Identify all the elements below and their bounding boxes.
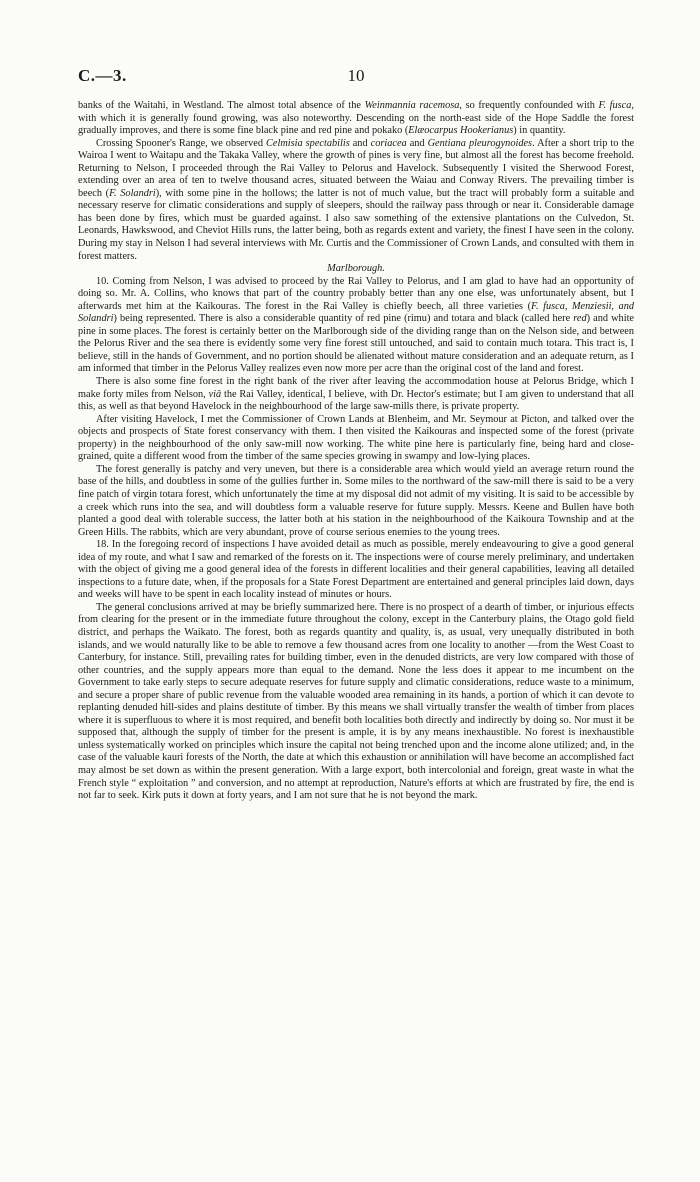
italic-text: F. fusca <box>598 100 632 111</box>
italic-text: Elæocarpus Hookerianus <box>408 125 514 137</box>
paragraph <box>78 100 634 138</box>
body-text <box>78 100 634 803</box>
text-run: banks of the Waitahi, in Westland. The almost total absence of the <box>78 100 365 111</box>
text-run: Crossing Spooner's Range, we observed <box>96 137 267 149</box>
italic-text: Celmisia spectabilis <box>266 137 350 149</box>
italic-text: F. Solandri <box>109 187 156 199</box>
paragraph <box>78 539 634 602</box>
text-run: 18. In the foregoing record of inspections I have avoided detail as much as possible, merely endeavouring to give a good general idea of my route, and what I saw and remarked of the forests on it. The inspections were of course merely preliminary, and undertaken with the object of giving me a good general idea of the forests in different localities and their general capabilities, leaving all detailed inspections to a future date, when, if the proposals for a State Forest Department are entertained and general principles laid down, days and weeks will have to be spent in each locality instead of minutes or hours. <box>78 539 634 601</box>
text-run: After visiting Havelock, I met the Commissioner of Crown Lands at Blenheim, and Mr. Seymour at Picton, and talked over the objects and prospects of State forest conservancy with them. I then visited the Kaikouras and inspected some of the forest (private property) in the neighbourhood of the only saw-mill now working. The white pine here is particularly fine, being hard and close-grained, quite a different wood from the timber of the same species growing in swampy and low-lying places. <box>78 413 634 463</box>
paragraph <box>78 276 634 376</box>
italic-text: coriacea <box>370 137 407 149</box>
text-run: , with which it is generally found growing, was also noteworthy. Descending on the north-east side of the Hope Saddle the forest gradually improves, and there is some fine black pine and red pine and pokako ( <box>78 100 634 137</box>
text-run: ), with some pine in the hollows; the latter is not of much value, but the tract will probably form a suitable and necessary reserve for climatic considerations and supply of sleepers, should the railway pass through or near it. Considerable damage has been done by fires, which must be guarded against. I also saw something of the extensive plantations on the Culvedon, St. Leonards, Hawkswood, and Cheviot Hills runs, the latter being, both as regards extent and variety, the finest I have seen in the colony. During my stay in Nelson I had several interviews with Mr. Curtis and the Commissioner of Crown Lands, and consulted with them in forest matters. <box>78 187 634 262</box>
italic-text: viâ <box>208 388 222 400</box>
text-run: ) and white pine in some places. The forest is certainly better on the Marlborough side of the dividing range than on the Nelson side, and between the Pelorus River and the sea there is evidently some very fine forest still untouched, and said to contain much totara. This tract is, I believe, still in the hands of Government, and no portion should be alienated without mature consideration and an adequate return, as I am informed that timber in the Pelorus Valley realizes even now more per acre than the original cost of the land and forest. <box>78 313 634 375</box>
italic-text: F. fusca, Menziesii, and Solandri <box>78 300 634 325</box>
section-heading <box>78 263 634 276</box>
text-run: and <box>349 137 371 149</box>
document-code: C.—3. <box>78 66 127 85</box>
text-run: and <box>406 137 428 149</box>
text-run: 10. Coming from Nelson, I was advised to proceed by the Rai Valley to Pelorus, and I am glad to have had an opportunity of doing so. Mr. A. Collins, who knows that part of the country probably better than any one else, was unfortunately absent, but I afterwards met him at the Kaikouras. The forest in the Rai Valley is chiefly beech, all three varieties ( <box>78 275 634 312</box>
text-run: The general conclusions arrived at may be briefly summarized here. There is no prospect of a dearth of timber, or injurious effects from clearing for the present or in the immediate future throughout the colony, except in the Canterbury plains, the Otago gold field district, and perhaps the Waikato. The forest, both as regards quantity and quality, is, as usual, very unequally distributed in both islands, and we would naturally like to be able to remove a few thousand acres from one locality to another —from the West Coast to Canterbury, for instance. Still, prevailing rates for building timber, even in the denuded districts, are very low compared with those of other countries, and the supply appears more than equal to the demand. None the less does it appear to me incumbent on the Government to take early steps to secure adequate reserves for future supply and climatic considerations, reduce waste to a minimum, and secure a proper share of public revenue from the valuable wooded area remaining in its hands, a portion of which it can devote to replanting denuded hill-sides and plains destitute of timber. By this means we shall virtually transfer the wealth of timber from places where it is superfluous to where it is most required, and benefit both localities both directly and indirectly by doing so. Nor must it be supposed that, although the supply of timber for the present is ample, it is by any means inexhaustible. No forest is inexhaustible unless systematically worked on principles which insure the capital not being trenched upon and the income alone utilized; and, in the case of the valuable kauri forests of the North, the date at which this exhaustion or annihilation will have become an accomplished fact may almost be set down as within the present generation. With a large export, both intercolonial and foreign, great waste in what the French style “ exploitation ” and conversion, and no attempt at reproduction, Nature's efforts at which are frustrated by fire, the end is not far to seek. Kirk puts it down at forty years, and I am not sure that he is not beyond the mark. <box>78 601 634 802</box>
paragraph <box>78 138 634 263</box>
italic-text: Gentiana pleurogynoides <box>427 137 533 149</box>
italic-text: Marlborough. <box>327 263 385 275</box>
text-run: . After a short trip to the Wairoa I went to Waitapu and the Takaka Valley, where the growth of pines is very fine, but almost all the forest has become freehold. Returning to Nelson, I proceeded through the Rai Valley to Pelorus and Havelock. Subsequently I visited the Sherwood Forest, extending over an area of ten to twelve thousand acres, situated between the Waiau and Conway Rivers. The prevailing timber is beech ( <box>78 137 635 199</box>
text-run: ) being represented. There is also a considerable quantity of red pine (rimu) and totara and black (called here <box>113 313 574 325</box>
paragraph <box>78 464 634 539</box>
page-number: 10 <box>347 66 365 85</box>
text-run: There is also some fine forest in the right bank of the river after leaving the accommodation house at Pelorus Bridge, which I make forty miles from Nelson, <box>78 376 634 400</box>
paragraph <box>78 602 634 803</box>
italic-text: red <box>573 313 587 325</box>
italic-text: Weinmannia racemosa <box>364 100 460 111</box>
text-run: , so frequently confounded with <box>459 100 599 111</box>
paragraph <box>78 376 634 414</box>
page-header <box>78 66 634 88</box>
text-run: the Rai Valley, identical, I believe, with Dr. Hector's estimate; but I am given to understand that all this, as well as that beyond Havelock in the neighbourhood of the large saw-mills there, is private property. <box>78 388 634 413</box>
text-run: ) in quantity. <box>513 125 566 137</box>
paragraph <box>78 414 634 464</box>
text-run: The forest generally is patchy and very uneven, but there is a considerable area which would yield an average return round the base of the hills, and doubtless in some of the gullies further in. Some miles to the northward of the saw-mill there is said to be a very fine patch of virgin totara forest, which unfortunately the time at my disposal did not admit of my visiting. It is said to be accessible by a creek which runs into the sea, and will doubtless form a valuable reserve for future supply. Messrs. Keene and Bullen have both planted a good deal with tolerable success, the latter both at his station in the neighbourhood of the Kaikoura Township and at the Green Hills. The rabbits, which are very abundant, prove of course serious enemies to the young trees. <box>78 463 634 538</box>
